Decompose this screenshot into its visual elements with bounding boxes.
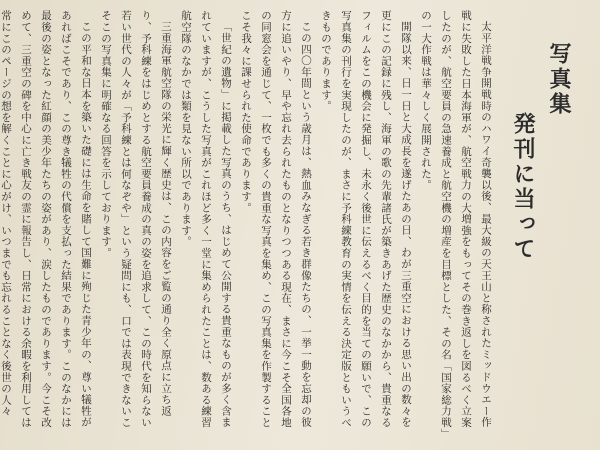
- paragraph-3: この四〇年間という歳月は、熱血みなぎる若き群像たちの、一挙一動を忘却の彼方に追いやり、早や忘れ去られたものとなりつつある現在、まさに今こそ全国各地の同窓会を通じて、一枚でも多くの貴重な写真を集め、この写真集を作製することこそ我々に課せられた使命であります。: [240, 10, 312, 429]
- page-title: [506, 12, 574, 412]
- title-line-1: 写真集: [546, 42, 572, 117]
- paragraph-1: 太平洋戦争開戦時のハワイ奇襲以後、最大級の天王山と称されたミッドウエー作戦に失敗した日本海軍が、航空戦力の大増強をもってその巻き返しを図るべく立案したのが、航空要員の急速養成と航空機の増産を目標とした、その名「国家総力戦」の一大作戦は華々しく展開された。: [420, 10, 492, 435]
- title-line-2: 発刊に当って: [510, 112, 536, 262]
- paragraph-6: この平和な日本を築いた礎には生命を賭して国難に殉じた青少年の、尊い犠牲があればこそであり、この尊き犠牲の代償を支払った結果であります。このなかには最後の姿となった紅顔の美少年たちの姿があり、涙したものであります。今こそ改めて、三重空の碑を中心に亡き戦友の霊に報告し、日常における余暇を利用しては常にこのページの想を解くことに心がけ、いつまでも忘れることなく後世の人々: [0, 10, 92, 429]
- body-text: [0, 10, 496, 435]
- paragraph-2: 開隊以来、日一日と大成長を遂げたあの日、わが三重空における思い出の数々を更にこの記録に残し、海軍の歌の先輩諸氏が築きあげた歴史のなかから、貴重なるフィルムをこの機会に発掘し、未永く後世に伝えるべく目的を当ての願いで、この写真集の刊行を実現したのが、まさに予科練教育の実情を伝える決定版ともいうべきものであります。: [320, 10, 412, 429]
- paragraph-4: 「世紀の遺物」に掲載した写真のうち、はじめて公開する貴重なものが多く含まれていますが、こうした写真がこれほど多く一堂に集められたことは、数ある練習航空隊のなかでは類を見ない所以であります。: [180, 10, 232, 429]
- paragraph-5: 三重海軍航空隊の栄光に輝く歴史は、この内容をご覧の通り全く原点に立ち返り、予科練をはじめとする航空要員養成の真の姿を追求して、この時代を知らない若い世代の人々が「予科練とは何なぞや」という疑問にも、口では表現できないこそこの写真集に明確なる回答を示しております。: [100, 10, 172, 429]
